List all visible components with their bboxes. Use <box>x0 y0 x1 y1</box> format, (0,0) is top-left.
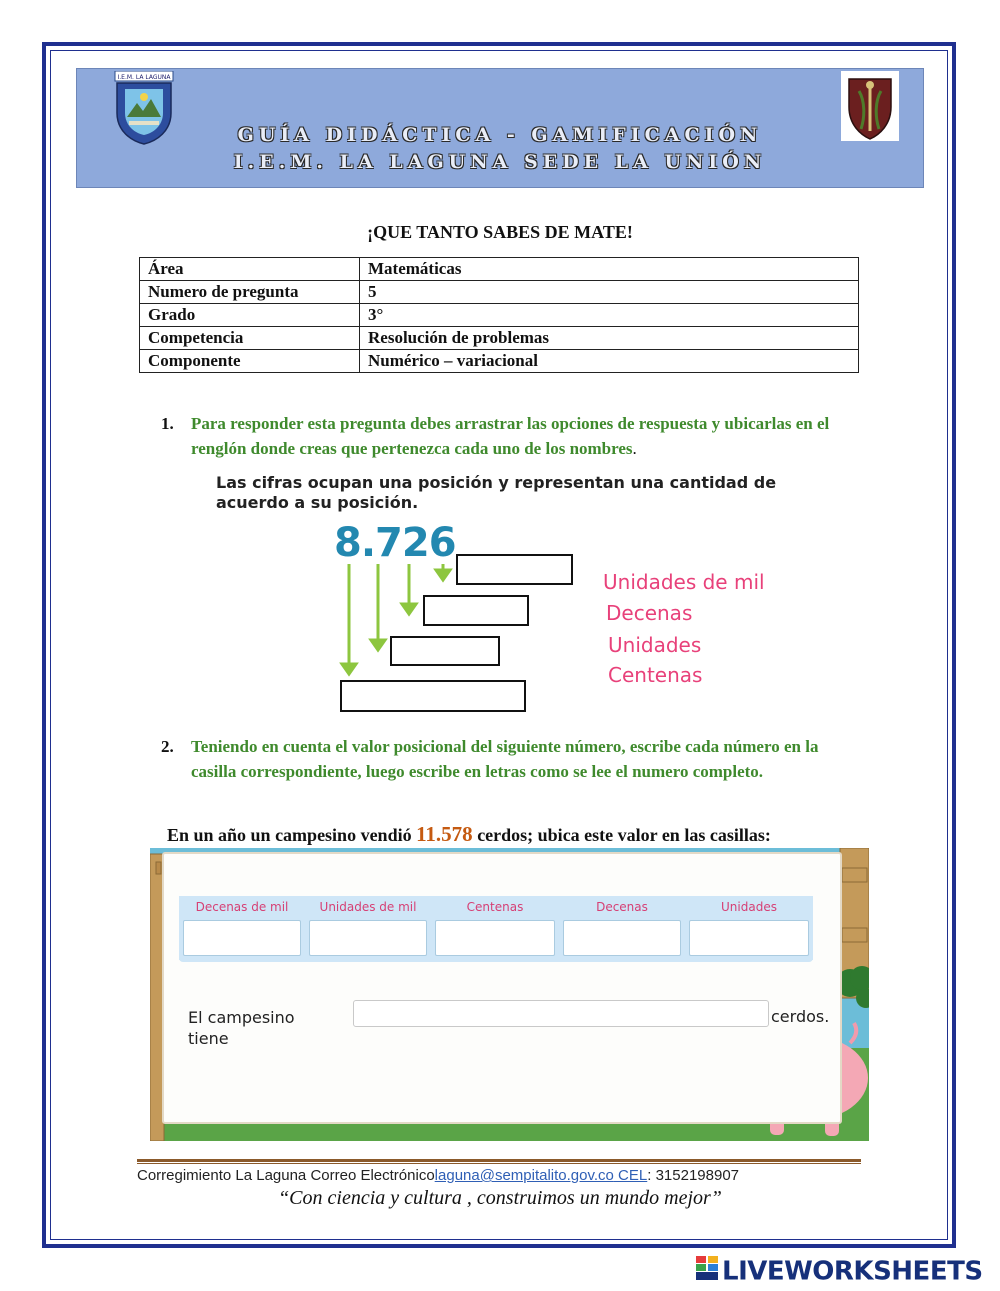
answer-board <box>162 852 842 1124</box>
liveworksheets-logo[interactable] <box>696 1256 983 1287</box>
digit-input-unidades-de-mil[interactable] <box>309 920 427 956</box>
option-unidades[interactable]: Unidades <box>608 633 702 657</box>
footer-divider <box>137 1159 861 1162</box>
drop-box-hundreds[interactable] <box>390 636 500 666</box>
digit-input-decenas-de-mil[interactable] <box>183 920 301 956</box>
footer-phone: : 3152198907 <box>647 1167 740 1184</box>
header-line-2: I.E.M. LA LAGUNA SEDE LA UNIÓN <box>233 151 767 173</box>
column-header: Decenas de mil <box>179 896 305 918</box>
info-table <box>139 257 859 373</box>
digit-cell <box>179 918 305 960</box>
drop-box-units[interactable] <box>456 554 573 585</box>
option-decenas[interactable]: Decenas <box>606 601 693 625</box>
table-label: Grado <box>140 304 360 327</box>
table-value: 3° <box>360 304 859 327</box>
question-2-number: 2. <box>161 737 174 756</box>
digit-input-unidades[interactable] <box>689 920 809 956</box>
column-header: Centenas <box>431 896 559 918</box>
figure-caption: Las cifras ocupan una posición y representan una cantidad de acuerdo a su posición. <box>216 473 777 512</box>
table-row <box>140 281 859 304</box>
digit-input-decenas[interactable] <box>563 920 681 956</box>
table-value: 5 <box>360 281 859 304</box>
cel-link[interactable]: CEL <box>613 1167 648 1184</box>
number-in-words-input[interactable] <box>353 1000 769 1027</box>
email-link[interactable]: laguna@sempitalito.gov.co <box>434 1167 614 1184</box>
footer-divider-thin <box>137 1163 861 1164</box>
page-title: ¡QUE TANTO SABES DE MATE! <box>367 222 633 242</box>
sentence-before: En un año un campesino vendió <box>167 825 417 845</box>
problem-sentence <box>167 822 771 847</box>
drop-box-thousands[interactable] <box>340 680 526 712</box>
table-label: Componente <box>140 350 360 373</box>
liveworksheets-icon <box>696 1256 718 1287</box>
option-centenas[interactable]: Centenas <box>608 663 703 687</box>
motto: “Con ciencia y cultura , construimos un mundo mejor” <box>278 1187 722 1209</box>
question-1-text <box>191 411 851 461</box>
column-header: Unidades <box>685 896 813 918</box>
table-row <box>140 304 859 327</box>
logo-text: I.E.M. LA LAGUNA <box>117 74 171 81</box>
table-row <box>140 327 859 350</box>
table-label: Competencia <box>140 327 360 350</box>
sentence-after: cerdos; ubica este valor en las casillas: <box>472 825 771 845</box>
campesino-label: El campesino tiene <box>188 1008 295 1048</box>
question-1-instructions: Para responder esta pregunta debes arrastrar las opciones de respuesta y ubicarlas en el renglón donde creas que pertenezca cada uno de los nombres <box>191 414 830 458</box>
digit-cell <box>305 918 431 960</box>
column-header: Unidades de mil <box>305 896 431 918</box>
table-row <box>140 350 859 373</box>
table-label: Numero de pregunta <box>140 281 360 304</box>
column-header: Decenas <box>559 896 685 918</box>
cerdos-label: cerdos. <box>771 1007 830 1026</box>
question-1-period: . <box>632 439 637 458</box>
option-unidades-de-mil[interactable]: Unidades de mil <box>603 570 765 594</box>
header-line-1: GUÍA DIDÁCTICA - GAMIFICACIÓN <box>237 124 763 146</box>
question-2-text: Teniendo en cuenta el valor posicional del siguiente número, escribe cada número en la casilla correspondiente, luego escribe en letras como se lee el numero completo. <box>191 737 819 781</box>
question-1-number: 1. <box>161 414 174 433</box>
footer-contact <box>137 1167 739 1184</box>
footer-prefix: Corregimiento La Laguna Correo Electrónico <box>137 1167 435 1184</box>
sentence-value: 11.578 <box>416 822 473 846</box>
liveworksheets-text: LIVEWORKSHEETS <box>722 1256 983 1287</box>
digit-input-centenas[interactable] <box>435 920 555 956</box>
place-value-number: 8.726 <box>334 520 456 566</box>
table-label: Área <box>140 258 360 281</box>
drop-box-tens[interactable] <box>423 595 529 626</box>
digit-cell <box>559 918 685 960</box>
table-value: Numérico – variacional <box>360 350 859 373</box>
table-value: Matemáticas <box>360 258 859 281</box>
table-row <box>140 258 859 281</box>
table-value: Resolución de problemas <box>360 327 859 350</box>
digit-cell <box>431 918 559 960</box>
digit-cell <box>685 918 813 960</box>
